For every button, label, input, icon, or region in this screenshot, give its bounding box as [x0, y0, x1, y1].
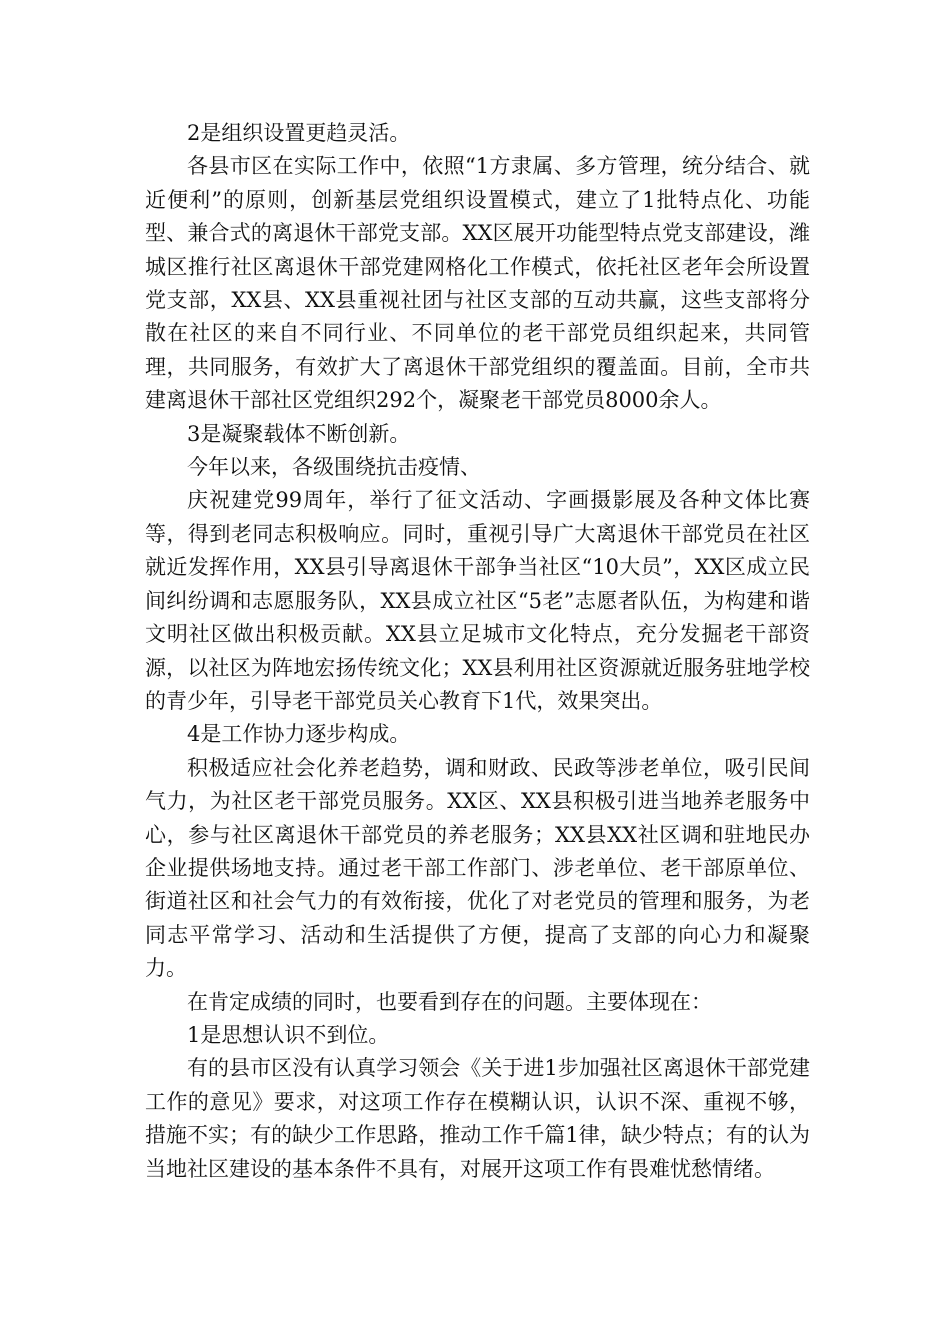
paragraph-heading-1: 1是思想认识不到位。 — [187, 1022, 390, 1047]
paragraph: 各县市区在实际工作中，依照“1方隶属、多方管理，统分结合、就近便利”的原则，创新基层党组织设置模式，建立了1批特点化、功能型、兼合式的离退休干部党支部。XX区展开功能型特点党支部建设，潍城区推行社区离退休干部党建网格化工作模式，依托社区老年会所设置党支部，XX县、XX县重视社团与社区支部的互动共赢，这些支部将分散在社区的来自不同行业、不同单位的老干部党员组织起来，共同管理，共同服务，有效扩大了离退休干部党组织的覆盖面。目前，全市共建离退休干部社区党组织292个，凝聚老干部党员8000余人。 — [145, 154, 810, 413]
paragraph: 积极适应社会化养老趋势，调和财政、民政等涉老单位，吸引民间气力，为社区老干部党员服务。XX区、XX县积极引进当地养老服务中心，参与社区离退休干部党员的养老服务；XX县XX社区调和驻地民办企业提供场地支持。通过老干部工作部门、涉老单位、老干部原单位、街道社区和社会气力的有效衔接，优化了对老党员的管理和服务，为老同志平常学习、活动和生活提供了方便，提高了支部的向心力和凝聚力。 — [145, 755, 810, 981]
paragraph: 有的县市区没有认真学习领会《关于进1步加强社区离退休干部党建工作的意见》要求，对这项工作存在模糊认识，认识不深、重视不够，措施不实；有的缺少工作思路，推动工作千篇1律，缺少特点；有的认为当地社区建设的基本条件不具有，对展开这项工作有畏难忧愁情绪。 — [145, 1056, 810, 1181]
paragraph: 今年以来，各级围绕抗击疫情、 — [187, 455, 481, 480]
paragraph-heading-4: 4是工作协力逐步构成。 — [187, 722, 411, 747]
paragraph-heading-2: 2是组织设置更趋灵活。 — [187, 121, 411, 145]
document-body — [145, 117, 810, 1186]
paragraph: 庆祝建党99周年，举行了征文活动、字画摄影展及各种文体比赛等，得到老同志积极响应。同时，重视引导广大离退休干部党员在社区就近发挥作用，XX县引导离退休干部争当社区“10大员”，XX区成立民间纠纷调和志愿服务队，XX县成立社区“5老”志愿者队伍，为构建和谐文明社区做出积极贡献。XX县立足城市文化特点，充分发掘老干部资源，以社区为阵地宏扬传统文化；XX县利用社区资源就近服务驻地学校的青少年，引导老干部党员关心教育下1代，效果突出。 — [145, 488, 810, 713]
paragraph-heading-3: 3是凝聚载体不断创新。 — [187, 421, 411, 446]
paragraph: 在肯定成绩的同时，也要看到存在的问题。主要体现在： — [187, 989, 712, 1014]
